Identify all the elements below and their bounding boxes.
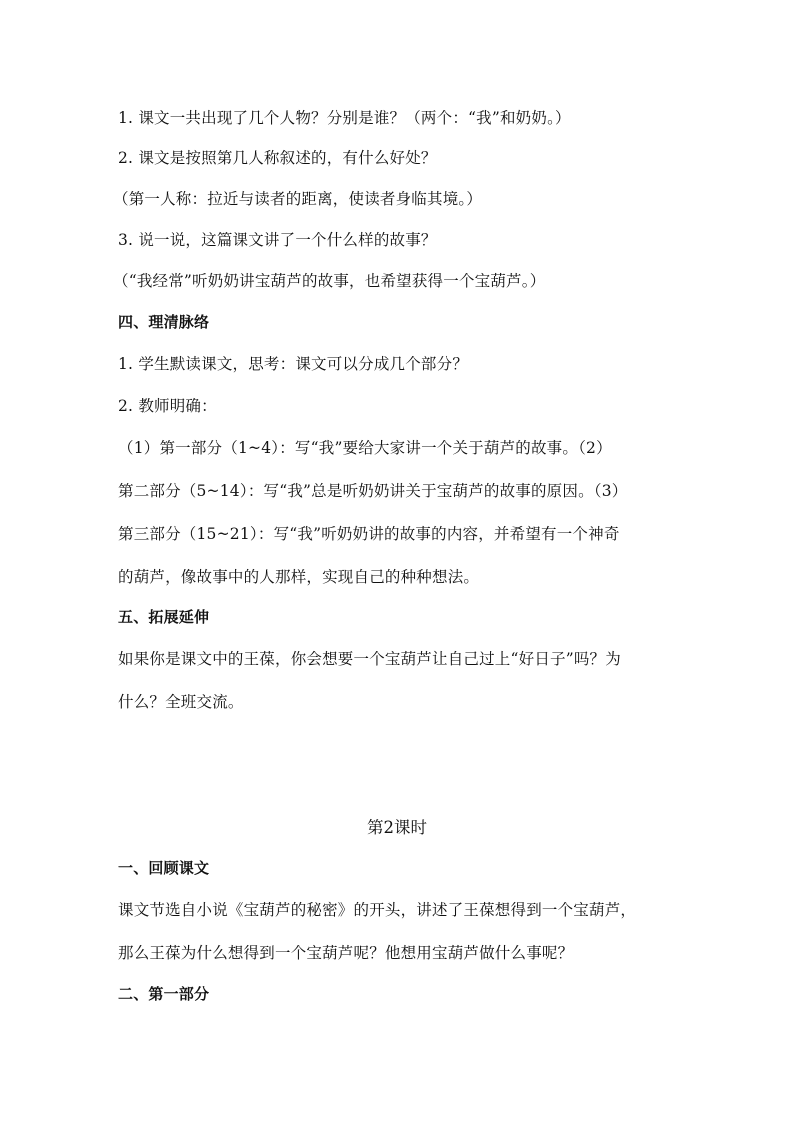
question-1: 1. 课文一共出现了几个人物？分别是谁？（两个：“我”和奶奶。） xyxy=(118,109,571,127)
section-4-paragraph-line: 第二部分（5~14）：写“我”总是听奶奶讲关于宝葫芦的故事的原因。（3） xyxy=(118,482,628,500)
section-5-line: 如果你是课文中的王葆，你会想要一个宝葫芦让自己过上“好日子”吗？为 xyxy=(118,650,621,668)
answer-2: （第一人称：拉近与读者的距离，使读者身临其境。） xyxy=(113,190,483,208)
lesson-2-heading-1: 一、回顾课文 xyxy=(118,859,210,877)
section-4-paragraph-line: （1）第一部分（1~4）：写“我”要给大家讲一个关于葫芦的故事。（2） xyxy=(118,439,612,457)
section-4-heading: 四、理清脉络 xyxy=(118,313,210,331)
lesson-2-title: 第2课时 xyxy=(367,818,427,837)
lesson-2-line: 课文节选自小说《宝葫芦的秘密》的开头，讲述了王葆想得到一个宝葫芦， xyxy=(118,901,637,919)
section-4-item-2: 2. 教师明确： xyxy=(118,397,217,415)
question-3: 3. 说一说，这篇课文讲了一个什么样的故事？ xyxy=(118,231,437,249)
question-2: 2. 课文是按照第几人称叙述的，有什么好处？ xyxy=(118,149,437,167)
section-4-paragraph-line: 的葫芦，像故事中的人那样，实现自己的种种想法。 xyxy=(118,568,480,586)
section-5-heading: 五、拓展延伸 xyxy=(118,608,210,626)
lesson-2-heading-2: 二、第一部分 xyxy=(118,985,210,1003)
section-4-item-1: 1. 学生默读课文，思考：课文可以分成几个部分？ xyxy=(118,355,469,373)
answer-3: （“我经常”听奶奶讲宝葫芦的故事，也希望获得一个宝葫芦。） xyxy=(113,272,546,290)
section-4-paragraph-line: 第三部分（15~21）：写“我”听奶奶讲的故事的内容，并希望有一个神奇 xyxy=(118,525,620,543)
lesson-2-line: 那么王葆为什么想得到一个宝葫芦呢？他想用宝葫芦做什么事呢？ xyxy=(118,944,574,962)
section-5-line: 什么？全班交流。 xyxy=(118,693,244,711)
